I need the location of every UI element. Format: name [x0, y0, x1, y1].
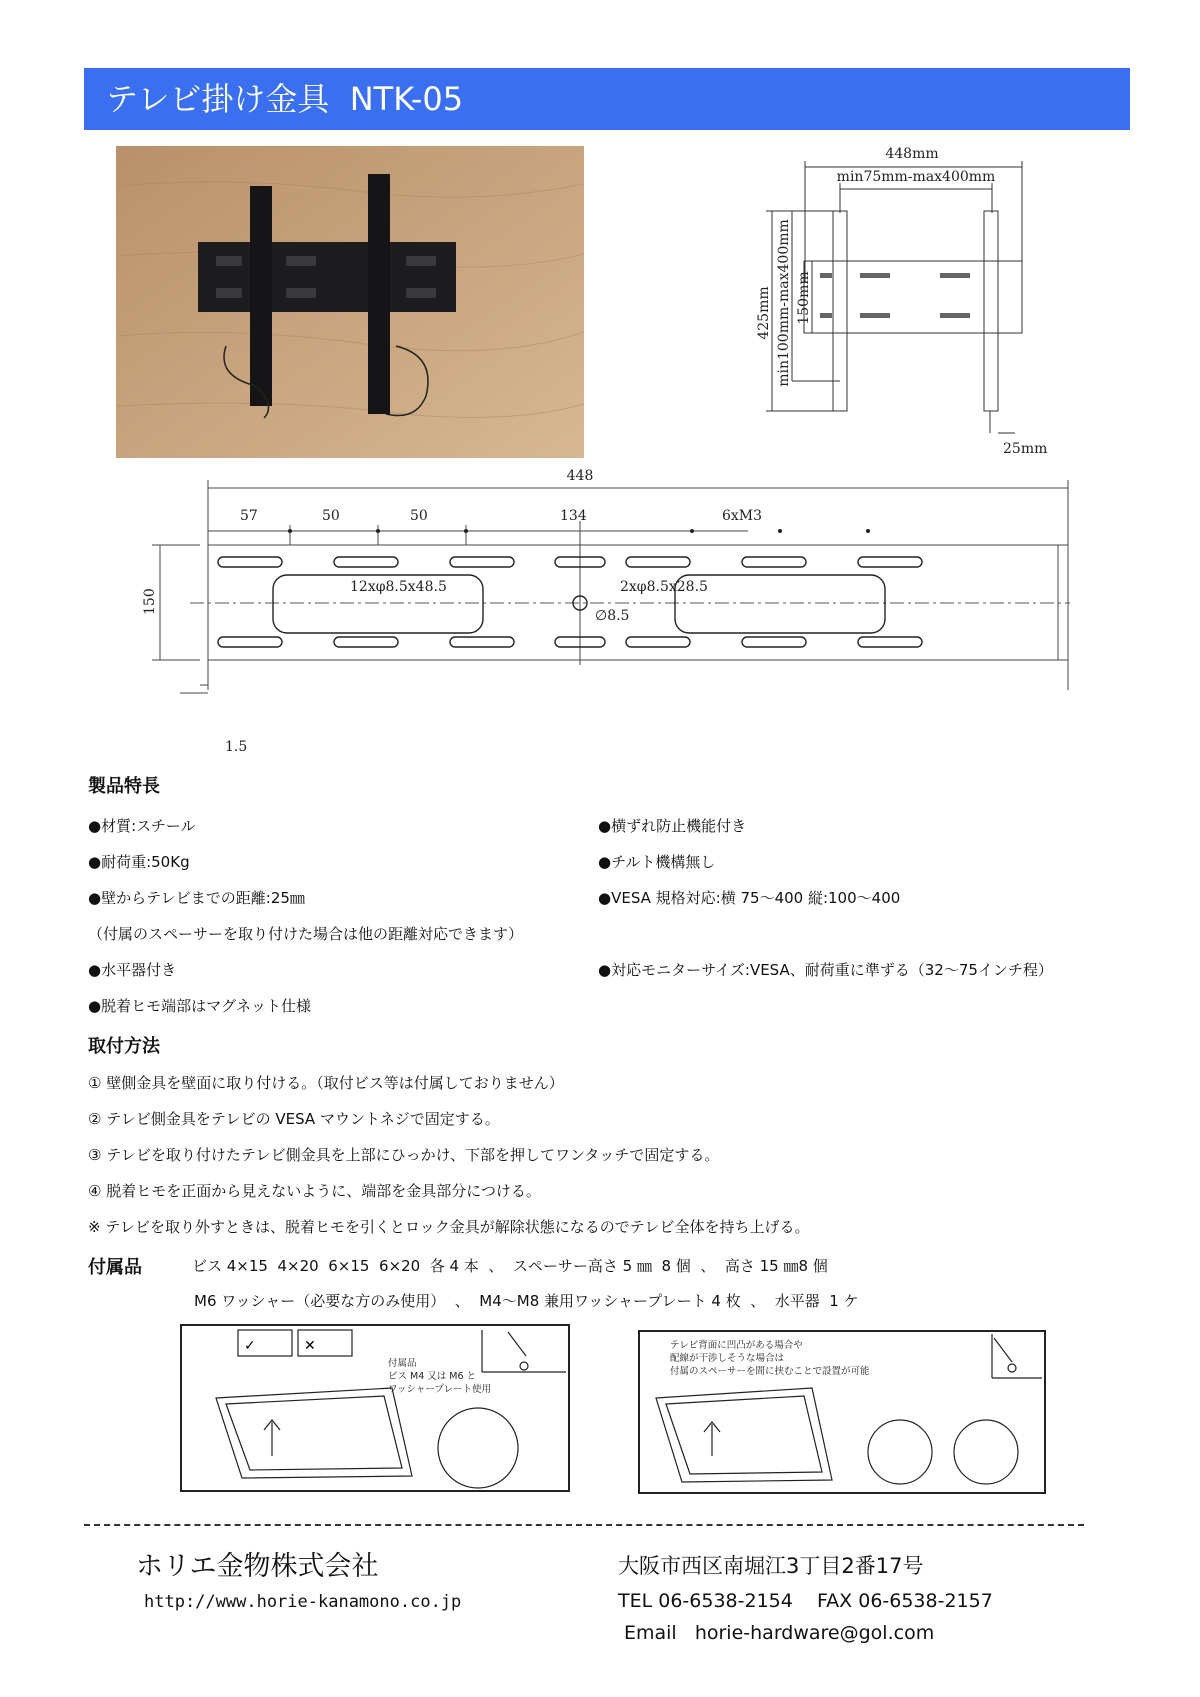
mount-photo-illustration: [116, 146, 584, 458]
height-label: 425mm: [756, 286, 772, 340]
hole-label: ∅8.5: [595, 608, 630, 624]
illus2-caption-1: テレビ背面に凹凸がある場合や: [670, 1340, 803, 1351]
company-email[interactable]: Email horie-hardware@gol.com: [624, 1622, 935, 1644]
title-bar: [84, 68, 1130, 130]
cross-mark-icon: ✕: [304, 1338, 316, 1354]
company-tel-fax: TEL 06-6538-2154 FAX 06-6538-2157: [618, 1590, 993, 1612]
feature-magnet: ●脱着ヒモ端部はマグネット仕様: [88, 997, 311, 1015]
plate-technical-drawing: [140, 465, 1080, 765]
slots-left-label: 12xφ8.5x48.5: [350, 579, 447, 595]
illus1-caption-3: ワッシャープレート使用: [388, 1384, 491, 1395]
vesa-v-label: min100mm-max400mm: [776, 219, 792, 387]
install-note: ※ テレビを取り外すときは、脱着ヒモを引くとロック金具が解除状態になるのでテレビ全体を持ち上げる。: [88, 1218, 810, 1236]
feature-spacer-note: （付属のスペーサーを取り付けた場合は他の距離対応できます）: [88, 925, 524, 943]
page-title: テレビ掛け金具 NTK-05: [106, 80, 464, 118]
feature-antislip: ●横ずれ防止機能付き: [598, 817, 747, 835]
bar-height-label: 150mm: [796, 271, 812, 325]
feature-distance: ●壁からテレビまでの距離:25㎜: [88, 889, 305, 907]
footer-divider: [84, 1524, 1084, 1526]
side-dimension-diagram: [720, 143, 1050, 463]
feature-level: ●水平器付き: [88, 961, 177, 979]
total-width-label: 448: [566, 468, 594, 484]
feature-tilt: ●チルト機構無し: [598, 853, 716, 871]
illus2-caption-3: 付属のスペーサーを間に挟むことで設置が可能: [670, 1366, 870, 1377]
product-photo: [116, 146, 584, 458]
install-step-1: ① 壁側金具を壁面に取り付ける。（取付ビス等は付属しておりません）: [88, 1074, 564, 1092]
seg1-label: 57: [240, 508, 258, 524]
illus1-caption-1: 付属品: [388, 1358, 417, 1369]
install-step-3: ③ テレビを取り付けたテレビ側金具を上部にひっかけ、下部を押してワンタッチで固定する。: [88, 1146, 720, 1164]
feature-vesa: ●VESA 規格対応:横 75～400 縦:100～400: [598, 889, 901, 907]
illus1-caption-2: ビス M4 又は M6 と: [388, 1371, 477, 1382]
company-url[interactable]: http://www.horie-kanamono.co.jp: [144, 1592, 462, 1612]
feature-monitor: ●対応モニターサイズ:VESA、耐荷重に準ずる（32～75インチ程）: [598, 961, 1053, 979]
accessories-line-1: ビス 4×15 4×20 6×15 6×20 各 4 本 、 スペーサー高さ 5 ㎜ 8 個 、 高さ 15 ㎜8 個: [192, 1257, 828, 1275]
thickness-label: 1.5: [225, 739, 248, 755]
height-label: 150: [142, 588, 158, 615]
install-step-2: ② テレビ側金具をテレビの VESA マウントネジで固定する。: [88, 1110, 500, 1128]
vesa-h-label: min75mm-max400mm: [836, 169, 996, 185]
feature-material: ●材質:スチール: [88, 817, 196, 835]
install-heading: 取付方法: [88, 1036, 160, 1057]
illus2-caption-2: 配線が干渉しそうな場合は: [670, 1353, 785, 1364]
install-illustration-1: [180, 1324, 570, 1492]
depth-label: 25mm: [1003, 441, 1048, 457]
feature-load: ●耐荷重:50Kg: [88, 853, 190, 871]
check-mark-icon: ✓: [244, 1338, 256, 1354]
width-label: 448mm: [885, 146, 939, 162]
accessories-line-2: M6 ワッシャー（必要な方のみ使用） 、 M4～M8 兼用ワッシャープレート 4 枚 、 水平器 1 ケ: [194, 1292, 859, 1310]
accessories-label: 付属品: [88, 1257, 142, 1278]
seg3-label: 50: [410, 508, 428, 524]
seg2-label: 50: [322, 508, 340, 524]
company-address: 大阪市西区南堀江3丁目2番17号: [618, 1554, 924, 1578]
install-step-4: ④ 脱着ヒモを正面から見えないように、端部を金具部分につける。: [88, 1182, 541, 1200]
install-illustration-2: [638, 1330, 1046, 1494]
screws-label: 6xM3: [722, 508, 763, 524]
seg4-label: 134: [560, 508, 587, 524]
slots-center-label: 2xφ8.5x28.5: [620, 579, 708, 595]
features-heading: 製品特長: [88, 776, 160, 797]
company-name: ホリエ金物株式会社: [136, 1551, 379, 1582]
